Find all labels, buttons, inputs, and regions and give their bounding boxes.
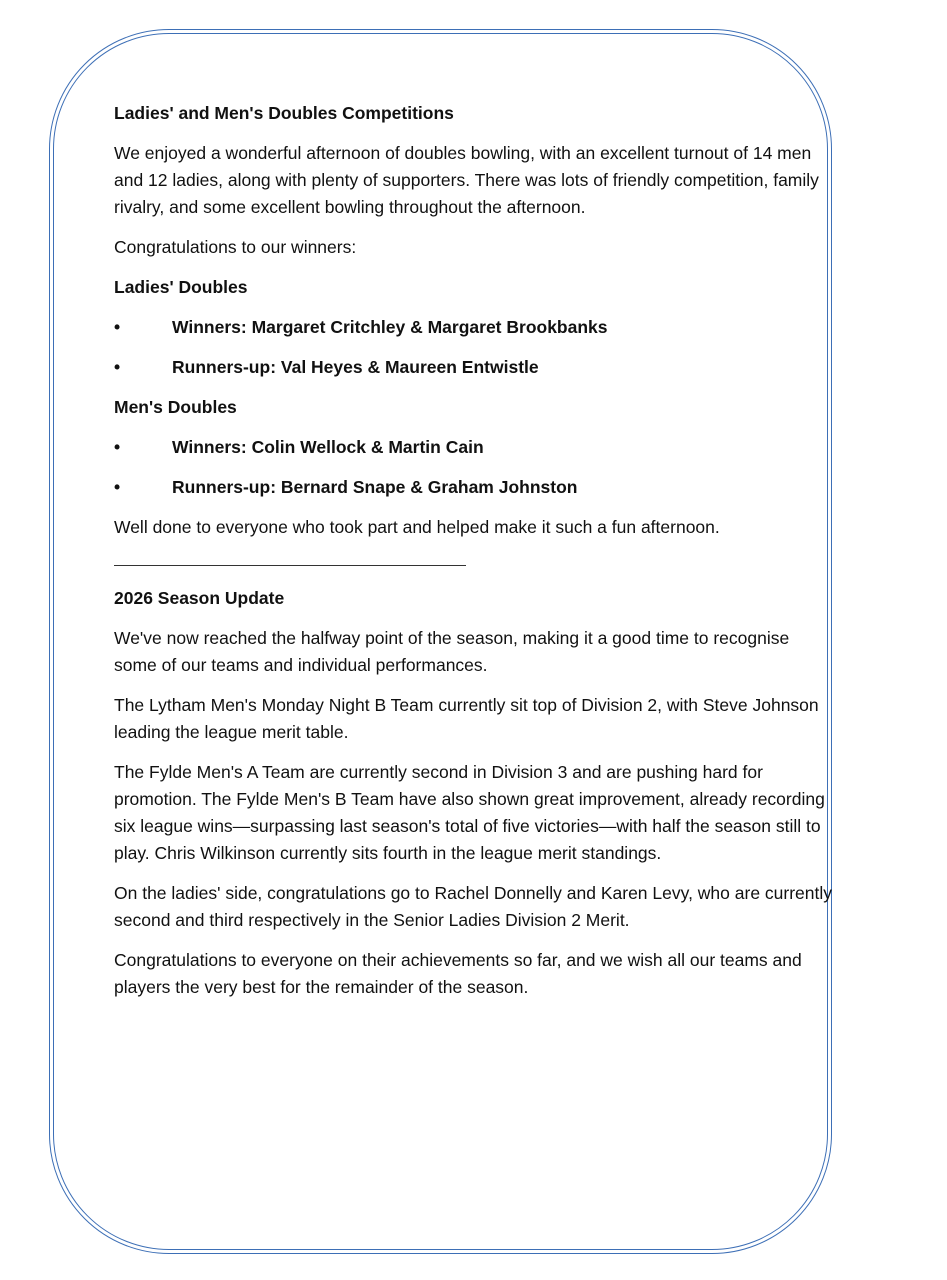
bullet-icon: • <box>114 357 121 377</box>
doubles-congrats: Congratulations to our winners: <box>114 237 357 257</box>
list-item <box>114 354 834 381</box>
season-paragraph: We've now reached the halfway point of the season, making it a good time to recognise some of our teams and individual performances. <box>114 628 790 675</box>
doubles-closing: Well done to everyone who took part and helped make it such a fun afternoon. <box>114 517 720 537</box>
season-paragraph: The Lytham Men's Monday Night B Team currently sit top of Division 2, with Steve Johnson leading the league merit table. <box>114 695 819 742</box>
season-title: 2026 Season Update <box>114 588 285 608</box>
bullet-icon: • <box>114 317 121 337</box>
ladies-runners-up: Runners-up: Val Heyes & Maureen Entwistle <box>172 357 539 377</box>
ladies-winners: Winners: Margaret Critchley & Margaret Brookbanks <box>172 317 608 337</box>
bullet-icon: • <box>114 477 121 497</box>
doubles-intro: We enjoyed a wonderful afternoon of doubles bowling, with an excellent turnout of 14 men and 12 ladies, along with plenty of supporters. There was lots of friendly competition, family rivalry, and some excellent bowling throughout the afternoon. <box>114 143 819 217</box>
mens-runners-up: Runners-up: Bernard Snape & Graham Johnston <box>172 477 578 497</box>
list-item <box>114 474 834 501</box>
mens-doubles-heading: Men's Doubles <box>114 397 237 417</box>
season-paragraph: The Fylde Men's A Team are currently second in Division 3 and are pushing hard for promotion. The Fylde Men's B Team have also shown great improvement, already recording six league wins—surpassing last season's total of five victories—with half the season still to play. Chris Wilkinson currently sits fourth in the league merit standings. <box>114 762 825 863</box>
newsletter-content <box>114 100 834 1014</box>
doubles-title: Ladies' and Men's Doubles Competitions <box>114 103 454 123</box>
mens-winners: Winners: Colin Wellock & Martin Cain <box>172 437 484 457</box>
ladies-doubles-heading: Ladies' Doubles <box>114 277 248 297</box>
section-divider <box>114 565 466 566</box>
bullet-icon: • <box>114 437 121 457</box>
list-item <box>114 434 834 461</box>
season-paragraph: On the ladies' side, congratulations go to Rachel Donnelly and Karen Levy, who are currently second and third respectively in the Senior Ladies Division 2 Merit. <box>114 883 833 930</box>
season-paragraph: Congratulations to everyone on their achievements so far, and we wish all our teams and players the very best for the remainder of the season. <box>114 950 802 997</box>
list-item <box>114 314 834 341</box>
